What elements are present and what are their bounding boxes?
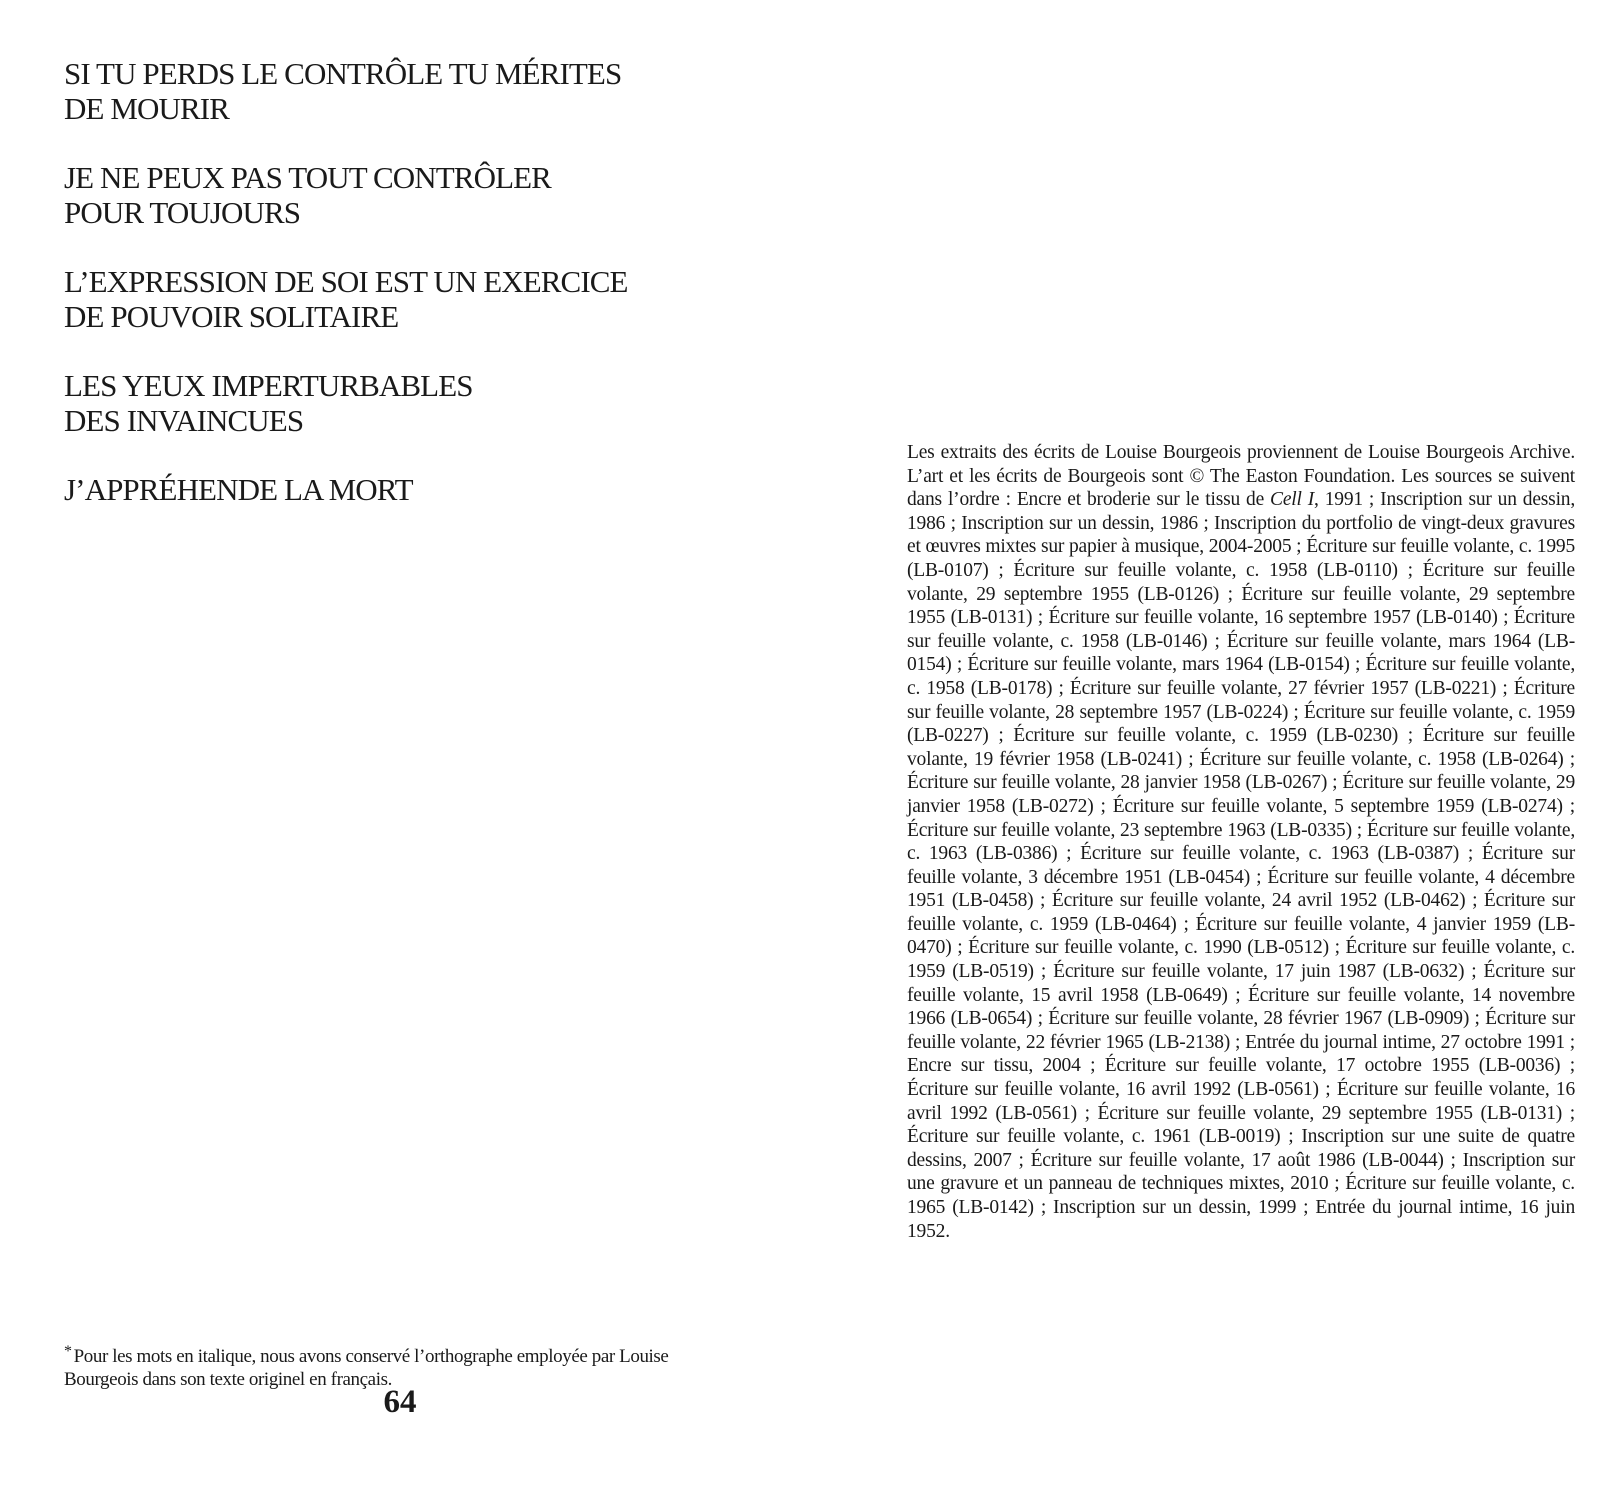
phrase-3 [64, 264, 764, 334]
phrase-4-line-2: DES INVAINCUES [64, 403, 304, 438]
credits-text-after: , 1991 ; Inscription sur un dessin, 1986 ; Inscription sur un dessin, 1986 ; Inscription du portfolio de vingt-deux gravures et œuvres mixtes sur papier à musique, 2004-2005 ; Écriture sur feuille volante, c. 1995 (LB-0107) ; Écriture sur feuille volante, c. 1958 (LB-0110) ; Écriture sur feuille volante, 29 septembre 1955 (LB-0126) ; Écriture sur feuille volante, 29 septembre 1955 (LB-0131) ; Écriture sur feuille volante, 16 septembre 1957 (LB-0140) ; Écriture sur feuille volante, c. 1958 (LB-0146) ; Écriture sur feuille volante, mars 1964 (LB-0154) ; Écriture sur feuille volante, mars 1964 (LB-0154) ; Écriture sur feuille volante, c. 1958 (LB-0178) ; Écriture sur feuille volante, 27 février 1957 (LB-0221) ; Écriture sur feuille volante, 28 septembre 1957 (LB-0224) ; Écriture sur feuille volante, c. 1959 (LB-0227) ; Écriture sur feuille volante, c. 1959 (LB-0230) ; Écriture sur feuille volante, 19 février 1958 (LB-0241) ; Écriture sur feuille volante, c. 1958 (LB-0264) ; Écriture sur feuille volante, 28 janvier 1958 (LB-0267) ; Écriture sur feuille volante, 29 janvier 1958 (LB-0272) ; Écriture sur feuille volante, 5 septembre 1959 (LB-0274) ; Écriture sur feuille volante, 23 septembre 1963 (LB-0335) ; Écriture sur feuille volante, c. 1963 (LB-0386) ; Écriture sur feuille volante, c. 1963 (LB-0387) ; Écriture sur feuille volante, 3 décembre 1951 (LB-0454) ; Écriture sur feuille volante, 4 décembre 1951 (LB-0458) ; Écriture sur feuille volante, 24 avril 1952 (LB-0462) ; Écriture sur feuille volante, c. 1959 (LB-0464) ; Écriture sur feuille volante, 4 janvier 1959 (LB-0470) ; Écriture sur feuille volante, c. 1990 (LB-0512) ; Écriture sur feuille volante, c. 1959 (LB-0519) ; Écriture sur feuille volante, 17 juin 1987 (LB-0632) ; Écriture sur feuille volante, 15 avril 1958 (LB-0649) ; Écriture sur feuille volante, 14 novembre 1966 (LB-0654) ; Écriture sur feuille volante, 28 février 1967 (LB-0909) ; Écriture sur feuille volante, 22 février 1965 (LB-2138) ; Entrée du journal intime, 27 octobre 1991 ; Encre sur tissu, 2004 ; Écriture sur feuille volante, 17 octobre 1955 (LB-0036) ; Écriture sur feuille volante, 16 avril 1992 (LB-0561) ; Écriture sur feuille volante, 16 avril 1992 (LB-0561) ; Écriture sur feuille volante, 29 septembre 1955 (LB-0131) ; Écriture sur feuille volante, c. 1961 (LB-0019) ; Inscription sur une suite de quatre dessins, 2007 ; Écriture sur feuille volante, 17 août 1986 (LB-0044) ; Inscription sur une gravure et un panneau de techniques mixtes, 2010 ; Écriture sur feuille volante, c. 1965 (LB-0142) ; Inscription sur un dessin, 1999 ; Entrée du journal intime, 16 juin 1952. [907, 489, 1576, 1242]
phrase-2-line-1: JE NE PEUX PAS TOUT CONTRÔLER [64, 160, 551, 195]
source-credits [907, 441, 1575, 1243]
phrase-3-line-2: DE POUVOIR SOLITAIRE [64, 299, 399, 334]
phrase-4-line-1: LES YEUX IMPERTURBABLES [64, 368, 473, 403]
phrase-4 [64, 368, 764, 438]
footnote-asterisk: * [64, 1343, 72, 1360]
credits-italic-title: Cell I [1270, 489, 1315, 511]
phrase-list [64, 56, 764, 541]
phrase-2 [64, 160, 764, 230]
phrase-2-line-2: POUR TOUJOURS [64, 195, 301, 230]
right-page [800, 0, 1606, 1496]
phrase-1 [64, 56, 764, 126]
phrase-1-line-2: DE MOURIR [64, 91, 229, 126]
phrase-1-line-1: SI TU PERDS LE CONTRÔLE TU MÉRITES [64, 56, 622, 91]
phrase-5-line-1: J’APPRÉHENDE LA MORT [64, 472, 413, 507]
credits-text-before: Les extraits des écrits de Louise Bourgeois proviennent de Louise Bourgeois Archive. L’art et les écrits de Bourgeois sont © The Easton Foundation. Les sources se suivent dans l’ordre : Encre et broderie sur le tissu de [907, 442, 1575, 511]
phrase-3-line-1: L’EXPRESSION DE SOI EST UN EXERCICE [64, 264, 628, 299]
phrase-5 [64, 472, 764, 507]
left-page [0, 0, 800, 1496]
footnote-text: Pour les mots en italique, nous avons conservé l’orthographe employée par Louise Bourgeois dans son texte originel en français. [64, 1346, 669, 1390]
page-number: 64 [383, 1384, 417, 1420]
